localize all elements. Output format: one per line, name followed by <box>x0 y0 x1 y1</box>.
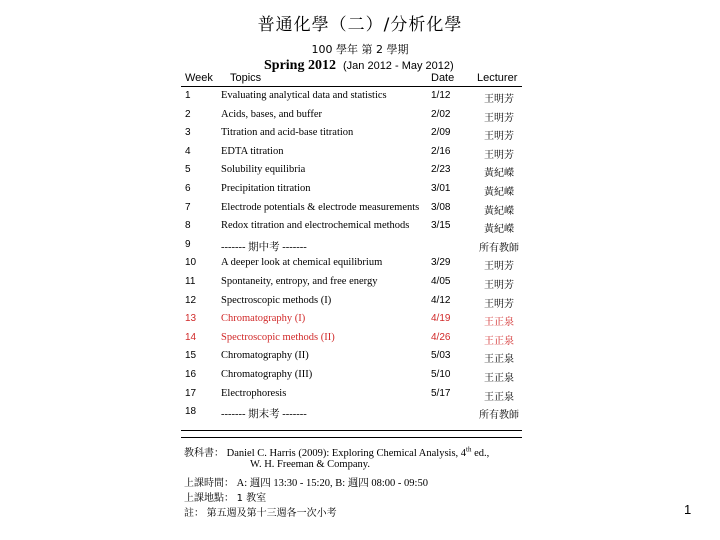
class-location-label: 上課地點： <box>184 493 234 504</box>
header-week: Week <box>185 72 213 84</box>
date-cell: 4/12 <box>431 294 451 306</box>
table-row <box>0 406 720 424</box>
lecturer-cell: 王正泉 <box>484 335 514 347</box>
class-location-value: 1 教室 <box>236 493 267 504</box>
date-cell: 4/26 <box>431 331 451 343</box>
topic-cell: Precipitation titration <box>221 183 311 194</box>
publisher-line: W. H. Freeman & Company. <box>250 459 370 470</box>
topic-cell: Electrophoresis <box>221 387 287 399</box>
semester-label: Spring 2012 <box>264 58 336 73</box>
note-label: 註： <box>184 508 204 519</box>
week-cell: 14 <box>185 331 197 343</box>
topic-cell: Acids, bases, and buffer <box>221 108 322 120</box>
academic-term: 100 學年 第 2 學期 <box>311 43 409 56</box>
class-time-label: 上課時間： <box>184 478 234 489</box>
topic-cell: Chromatography (III) <box>221 369 313 380</box>
lecturer-cell: 所有教師 <box>479 410 519 422</box>
table-row <box>0 146 720 164</box>
lecturer-cell: 黃紀嶸 <box>484 205 514 217</box>
lecturer-cell: 王明芳 <box>484 298 514 310</box>
date-cell: 3/15 <box>431 220 451 232</box>
topic-cell: Spontaneity, entropy, and free energy <box>221 276 378 287</box>
class-time-line <box>184 474 428 490</box>
week-cell: 16 <box>185 369 197 380</box>
table-row <box>0 183 720 201</box>
date-cell: 2/16 <box>431 145 451 157</box>
date-cell: 4/19 <box>431 313 451 325</box>
week-cell: 15 <box>185 350 197 362</box>
header-divider <box>181 86 522 87</box>
week-cell: 5 <box>185 164 191 176</box>
topic-cell: ------- 期中考 ------- <box>221 241 307 253</box>
lecturer-cell: 黃紀嶸 <box>484 168 514 180</box>
table-row <box>0 109 720 127</box>
lecturer-cell: 王明芳 <box>484 280 514 291</box>
week-cell: 2 <box>185 108 191 120</box>
lecturer-cell: 黃紀嶸 <box>484 187 514 198</box>
week-cell: 13 <box>185 313 197 325</box>
table-row <box>0 313 720 331</box>
date-cell: 3/29 <box>431 257 451 269</box>
lecturer-cell: 王明芳 <box>484 94 514 105</box>
week-cell: 3 <box>185 127 191 139</box>
lecturer-cell: 王正泉 <box>484 317 514 329</box>
textbook-edition: ed., <box>471 448 490 459</box>
table-row <box>0 220 720 238</box>
lecturer-cell: 王正泉 <box>484 354 514 366</box>
table-divider-secondary <box>181 437 522 438</box>
class-time-value: A: 週四 13:30 - 15:20, B: 週四 08:00 - 09:50 <box>236 478 428 489</box>
page-number: 1 <box>684 502 692 517</box>
topic-cell: ------- 期末考 ------- <box>221 409 307 421</box>
table-row <box>0 388 720 406</box>
lecturer-cell: 王正泉 <box>484 373 514 384</box>
week-cell: 4 <box>185 145 191 157</box>
table-row <box>0 332 720 350</box>
topic-cell: Evaluating analytical data and statistics <box>221 90 387 101</box>
lecturer-cell: 所有教師 <box>479 242 519 254</box>
week-cell: 11 <box>185 276 196 287</box>
table-row <box>0 164 720 182</box>
table-divider <box>181 430 522 431</box>
week-cell: 18 <box>185 406 197 418</box>
topic-cell: Redox titration and electrochemical methods <box>221 220 410 232</box>
date-cell: 1/12 <box>431 90 451 101</box>
week-cell: 6 <box>185 183 191 194</box>
header-topics: Topics <box>230 72 262 84</box>
topic-cell: Titration and acid-base titration <box>221 127 354 139</box>
textbook-line <box>184 444 489 459</box>
table-row <box>0 350 720 368</box>
week-cell: 8 <box>185 220 191 232</box>
date-cell: 2/23 <box>431 164 451 176</box>
week-cell: 17 <box>185 387 197 399</box>
header-lecturer: Lecturer <box>477 72 518 84</box>
week-cell: 7 <box>185 201 191 213</box>
table-row <box>0 127 720 145</box>
topic-cell: Chromatography (I) <box>221 313 306 325</box>
lecturer-cell: 王正泉 <box>484 391 514 403</box>
week-cell: 10 <box>185 257 197 269</box>
topic-cell: Spectroscopic methods (I) <box>221 294 332 306</box>
note-line <box>184 504 337 519</box>
lecturer-cell: 王明芳 <box>484 131 514 143</box>
lecturer-cell: 王明芳 <box>484 261 514 273</box>
date-cell: 4/05 <box>431 276 451 287</box>
date-cell: 5/03 <box>431 350 451 362</box>
page-title: 普通化學（二）/分析化學 <box>257 15 463 35</box>
lecturer-cell: 王明芳 <box>484 112 514 124</box>
textbook-label: 教科書： <box>184 448 224 459</box>
table-row <box>0 276 720 294</box>
lecturer-cell: 黃紀嶸 <box>484 224 514 236</box>
topic-cell: Electrode potentials & electrode measurements <box>221 201 420 213</box>
date-cell: 5/17 <box>431 387 451 399</box>
topic-cell: EDTA titration <box>221 145 284 157</box>
note-value: 第五週及第十三週各一次小考 <box>206 508 337 519</box>
week-cell: 12 <box>185 294 197 306</box>
table-row <box>0 369 720 387</box>
date-range: (Jan 2012 - May 2012) <box>343 60 454 72</box>
date-cell: 3/01 <box>431 183 451 194</box>
date-cell: 5/10 <box>431 369 451 380</box>
table-row <box>0 239 720 257</box>
header-date: Date <box>431 72 455 84</box>
date-cell: 2/02 <box>431 108 451 120</box>
class-location-line <box>184 489 266 504</box>
week-cell: 1 <box>185 90 191 101</box>
topic-cell: Solubility equilibria <box>221 164 306 176</box>
topic-cell: Spectroscopic methods (II) <box>221 331 335 343</box>
topic-cell: A deeper look at chemical equilibrium <box>221 257 383 269</box>
table-row <box>0 257 720 275</box>
week-cell: 9 <box>185 238 191 250</box>
date-cell: 3/08 <box>431 201 451 213</box>
topic-cell: Chromatography (II) <box>221 350 309 362</box>
table-row <box>0 90 720 108</box>
lecturer-cell: 王明芳 <box>484 149 514 161</box>
table-row <box>0 295 720 313</box>
date-cell: 2/09 <box>431 127 451 139</box>
edition-superscript: th <box>466 445 472 454</box>
textbook-title: Daniel C. Harris (2009): Exploring Chemical Analysis, 4 <box>226 448 467 459</box>
table-row <box>0 202 720 220</box>
